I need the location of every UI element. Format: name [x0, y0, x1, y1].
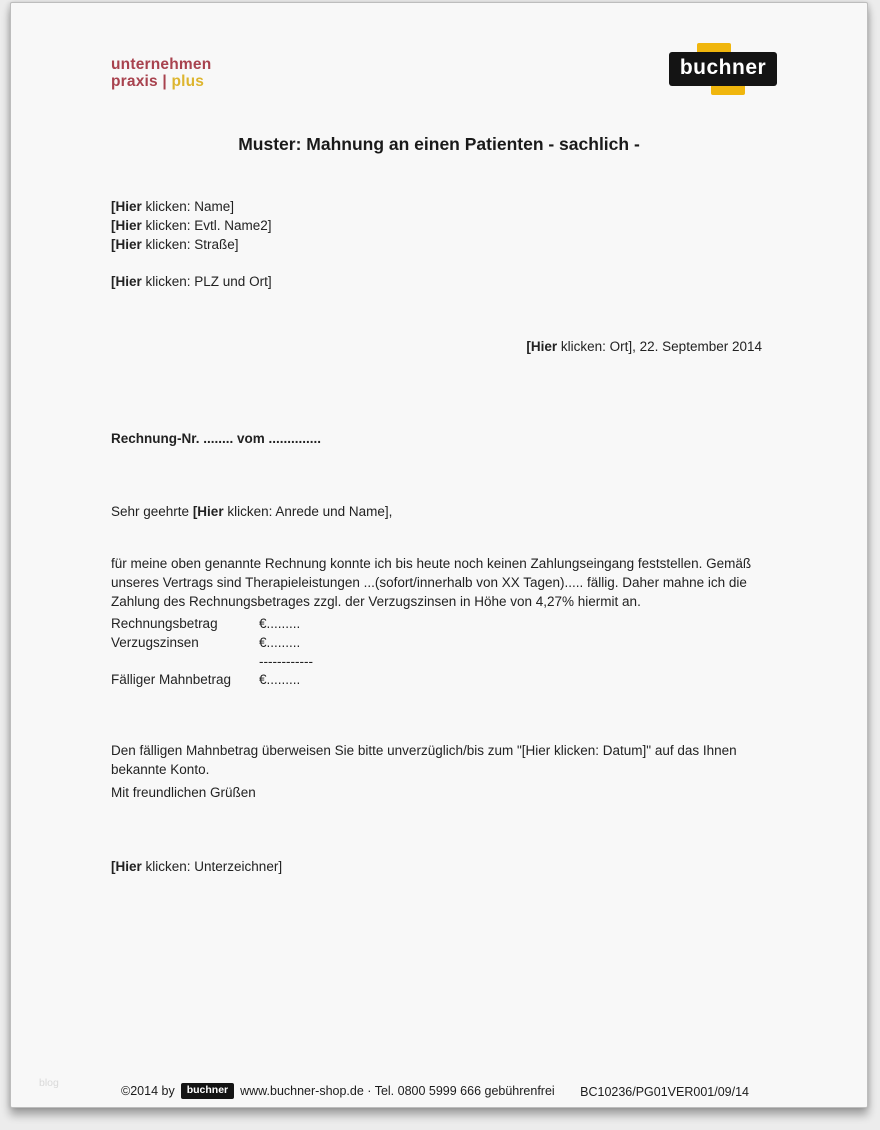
- placeholder-rest: klicken: Ort], 22. September 2014: [557, 339, 762, 354]
- placeholder-rest: klicken: Straße]: [141, 237, 239, 252]
- placeholder-bold: [Hier: [111, 237, 142, 252]
- amount-label: Verzugszinsen: [111, 634, 199, 650]
- footer-buchner-logo: [181, 1083, 234, 1099]
- buchner-logo-wordmark: buchner: [669, 52, 777, 86]
- upl-logo-line2: [111, 73, 211, 90]
- placeholder-bold: [Hier: [111, 859, 142, 874]
- placeholder-rest: klicken: Anrede und Name],: [223, 504, 393, 519]
- page-title: Muster: Mahnung an einen Patienten - sachlich -: [238, 134, 640, 154]
- amount-row-total-due: [111, 671, 313, 690]
- recipient-address-block: [111, 197, 272, 291]
- sum-divider-dashes: ------------: [259, 653, 313, 669]
- place-date-line[interactable]: [111, 337, 762, 356]
- amounts-table: [111, 615, 313, 690]
- unternehmen-praxis-plus-logo: [111, 56, 211, 90]
- amount-label: [111, 653, 259, 672]
- placeholder-signer-field[interactable]: [111, 857, 282, 876]
- closing-line: Mit freundlichen Grüßen: [111, 785, 256, 800]
- footer-contact-text: www.buchner-shop.de · Tel. 0800 5999 666 gebührenfrei: [240, 1084, 555, 1098]
- placeholder-rest: klicken: Unterzeichner]: [141, 859, 283, 874]
- placeholder-bold: [Hier: [111, 274, 142, 289]
- placeholder-rest: klicken: Name]: [141, 199, 235, 214]
- spacer: [111, 254, 272, 272]
- placeholder-rest: klicken: Evtl. Name2]: [141, 218, 272, 233]
- footer-buchner-logo-yellow-sliver: [195, 1097, 208, 1101]
- amount-label: Rechnungsbetrag: [111, 616, 218, 631]
- upl-logo-praxis: praxis |: [111, 73, 167, 90]
- placeholder-bold: [Hier: [526, 339, 558, 354]
- amount-row-interest: [111, 634, 313, 653]
- document-page: [10, 2, 868, 1108]
- amount-row-separator: [111, 653, 313, 672]
- placeholder-bold: [Hier: [111, 218, 142, 233]
- amount-row-invoice: [111, 615, 313, 634]
- placeholder-rest: klicken: PLZ und Ort]: [141, 274, 272, 289]
- placeholder-street-field[interactable]: [111, 235, 272, 254]
- placeholder-bold: [Hier: [192, 504, 224, 519]
- amount-value: €.........: [259, 616, 301, 631]
- subject-invoice-number-line: Rechnung-Nr. ........ vom ..............: [111, 431, 322, 446]
- footer-document-code: BC10236/PG01VER001/09/14: [580, 1085, 749, 1099]
- upl-logo-line1: unternehmen: [111, 56, 212, 73]
- placeholder-name-field[interactable]: [111, 197, 272, 216]
- footer-copyright-line: [121, 1083, 555, 1099]
- placeholder-zip-city-field[interactable]: [111, 272, 272, 291]
- body-paragraph-dunning-notice: für meine oben genannte Rechnung konnte ich bis heute noch keinen Zahlungseingang feststellen. Gemäß unseres Vertrags sind Therapieleistungen ...(sofort/innerhalb von XX Tagen)..... fällig. Daher mahne ich die Zahlung des Rechnungsbetrages zzgl. der Verzugszinsen in Höhe von 4,27% hiermit an.: [111, 555, 752, 609]
- salutation-line[interactable]: [111, 502, 392, 521]
- placeholder-bold: [Hier: [111, 199, 142, 214]
- amount-value: €.........: [259, 634, 301, 650]
- amount-label: Fälliger Mahnbetrag: [111, 672, 232, 688]
- footer-buchner-logo-text: buchner: [186, 1084, 229, 1096]
- placeholder-name2-field[interactable]: [111, 216, 272, 235]
- body-paragraph-payment-request: Den fälligen Mahnbetrag überweisen Sie bitte unverzüglich/bis zum "[Hier klicken: Datum]" auf das Ihnen bekannte Konto.: [111, 742, 737, 777]
- salutation-prefix: Sehr geehrte: [111, 504, 193, 519]
- buchner-logo: [669, 43, 779, 97]
- footer-copyright-text: ©2014 by: [121, 1084, 175, 1098]
- upl-logo-plus: plus: [171, 73, 205, 90]
- amount-value: €.........: [259, 672, 301, 688]
- blog-watermark: blog: [39, 1077, 59, 1089]
